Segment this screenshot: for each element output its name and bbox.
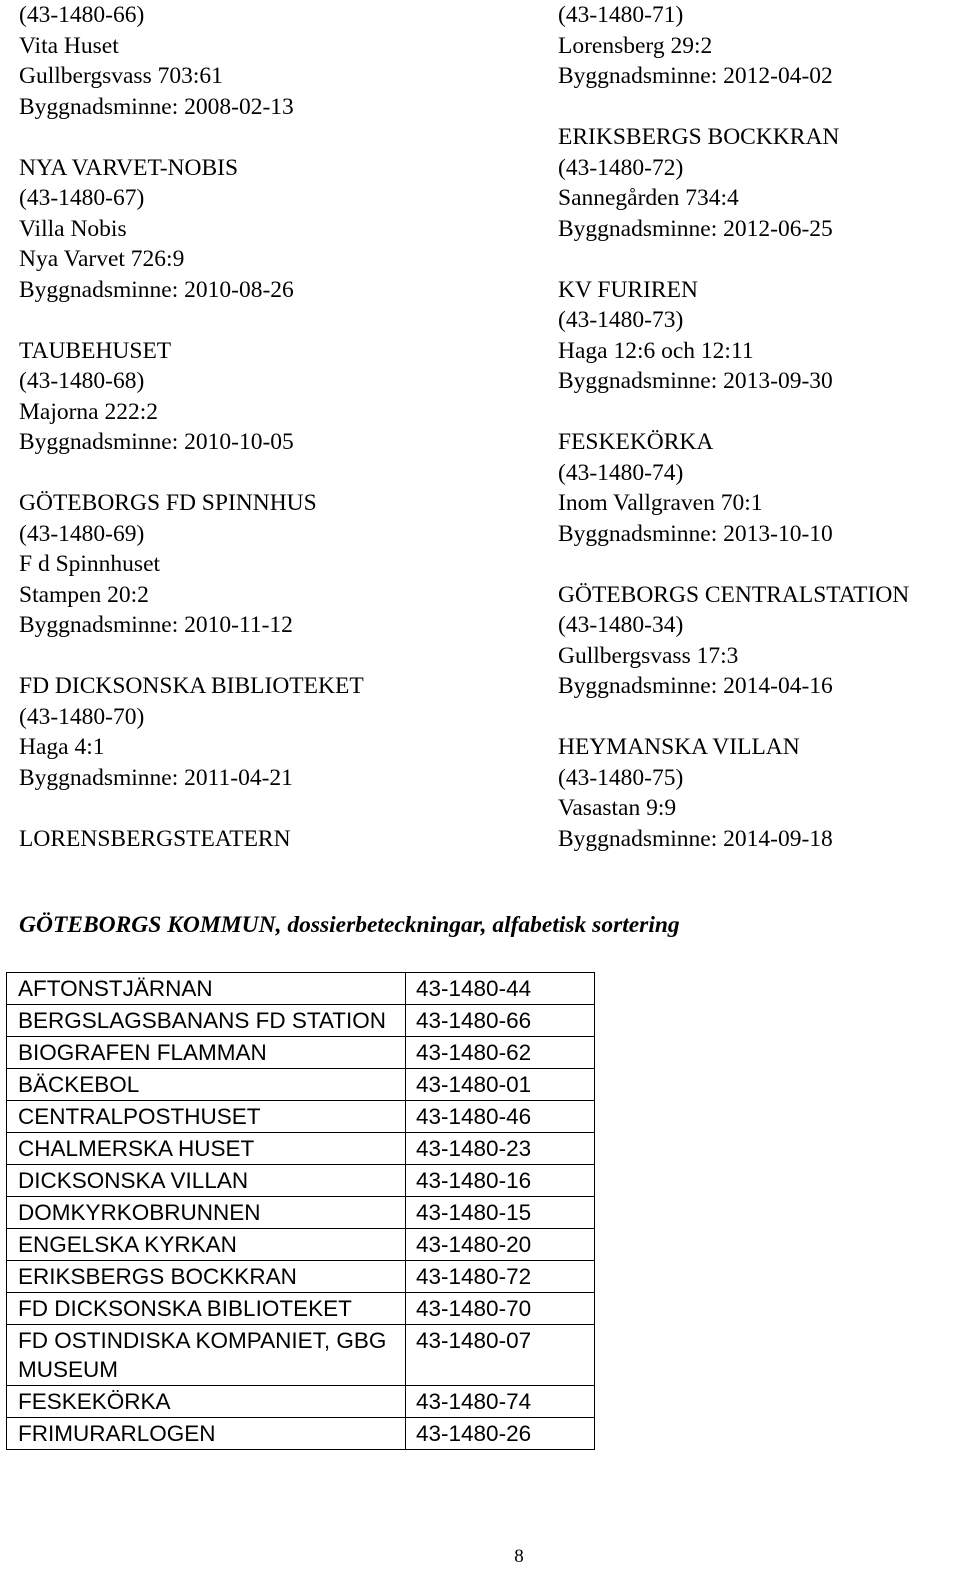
entry-line: Stampen 20:2 [19, 581, 149, 608]
entry-line: Byggnadsminne: 2008-02-13 [19, 93, 294, 120]
entry-line: Byggnadsminne: 2010-10-05 [19, 429, 294, 455]
dossier-code-cell: 43-1480-72 [406, 1261, 595, 1293]
dossier-code-cell: 43-1480-70 [406, 1293, 595, 1325]
entry-line: Majorna 222:2 [19, 398, 159, 425]
monument-name-cell: FRIMURARLOGEN [7, 1418, 406, 1450]
monument-entry [558, 580, 958, 702]
entry-line: Vita Huset [19, 32, 119, 59]
monument-name-cell: FESKEKÖRKA [7, 1386, 406, 1418]
entry-line: Villa Nobis [19, 215, 127, 242]
monument-entry [19, 0, 539, 122]
monument-name-cell: AFTONSTJÄRNAN [7, 973, 406, 1005]
monument-name-cell: FD OSTINDISKA KOMPANIET, GBG MUSEUM [7, 1325, 406, 1386]
table-row [7, 1418, 595, 1450]
entry-spacer [19, 793, 539, 824]
entry-line: (43-1480-67) [19, 185, 145, 211]
table-row [7, 1005, 595, 1037]
entry-spacer [19, 458, 539, 489]
right-column [558, 0, 958, 854]
entry-line: ERIKSBERGS BOCKKRAN [558, 124, 840, 150]
entry-line: Byggnadsminne: 2011-04-21 [19, 764, 293, 791]
table-row [7, 1197, 595, 1229]
dossier-code-cell: 43-1480-20 [406, 1229, 595, 1261]
monument-name-cell: CHALMERSKA HUSET [7, 1133, 406, 1165]
monument-entry [558, 732, 958, 854]
dossier-table [6, 972, 595, 1450]
entry-line: TAUBEHUSET [19, 337, 172, 364]
left-column [19, 0, 539, 854]
entry-line: (43-1480-72) [558, 154, 684, 181]
entry-spacer [19, 122, 539, 153]
entry-spacer [558, 92, 958, 123]
entry-spacer [558, 244, 958, 275]
entry-line: F d Spinnhuset [19, 551, 161, 577]
entry-line: FD DICKSONSKA BIBLIOTEKET [19, 673, 364, 699]
entry-line: (43-1480-34) [558, 612, 684, 638]
entry-line: (43-1480-74) [558, 459, 684, 486]
entry-line: NYA VARVET-NOBIS [19, 154, 239, 181]
monument-name-cell: CENTRALPOSTHUSET [7, 1101, 406, 1133]
entry-line: Byggnadsminne: 2014-09-18 [558, 825, 833, 852]
table-row [7, 1261, 595, 1293]
entry-line: Haga 4:1 [19, 734, 105, 760]
table-row [7, 1165, 595, 1197]
monument-name-cell: DICKSONSKA VILLAN [7, 1165, 406, 1197]
entry-line: Haga 12:6 och 12:11 [558, 337, 754, 364]
table-row [7, 1069, 595, 1101]
monument-entry [19, 336, 539, 458]
entry-line: Byggnadsminne: 2010-08-26 [19, 276, 294, 303]
entry-line: (43-1480-66) [19, 2, 145, 28]
monument-name-cell: ERIKSBERGS BOCKKRAN [7, 1261, 406, 1293]
entry-line: HEYMANSKA VILLAN [558, 734, 800, 760]
monument-name-cell: DOMKYRKOBRUNNEN [7, 1197, 406, 1229]
entry-spacer [19, 305, 539, 336]
entry-line: KV FURIREN [558, 276, 698, 303]
entry-line: (43-1480-70) [19, 703, 145, 730]
table-row [7, 1386, 595, 1418]
entry-line: Byggnadsminne: 2012-04-02 [558, 63, 833, 89]
entry-line: Byggnadsminne: 2010-11-12 [19, 612, 293, 638]
entry-line: Sannegården 734:4 [558, 185, 739, 211]
dossier-code-cell: 43-1480-23 [406, 1133, 595, 1165]
dossier-code-cell: 43-1480-15 [406, 1197, 595, 1229]
dossier-code-cell: 43-1480-46 [406, 1101, 595, 1133]
entry-line: Byggnadsminne: 2012-06-25 [558, 215, 833, 242]
section-heading: GÖTEBORGS KOMMUN, dossierbeteckningar, alfabetisk sortering [19, 912, 680, 938]
entry-line: Nya Varvet 726:9 [19, 246, 185, 272]
monument-name-cell: BERGSLAGSBANANS FD STATION [7, 1005, 406, 1037]
dossier-code-cell: 43-1480-01 [406, 1069, 595, 1101]
dossier-code-cell: 43-1480-62 [406, 1037, 595, 1069]
monument-entry [558, 122, 958, 244]
dossier-code-cell: 43-1480-16 [406, 1165, 595, 1197]
monument-name-cell: BÄCKEBOL [7, 1069, 406, 1101]
table-row [7, 1229, 595, 1261]
dossier-code-cell: 43-1480-07 [406, 1325, 595, 1386]
entry-line: FESKEKÖRKA [558, 429, 714, 455]
entry-line: Gullbergsvass 703:61 [19, 63, 223, 89]
table-row [7, 1293, 595, 1325]
table-row [7, 1325, 595, 1386]
entry-line: (43-1480-73) [558, 307, 684, 333]
entry-line: Byggnadsminne: 2014-04-16 [558, 673, 833, 699]
monument-name-cell: BIOGRAFEN FLAMMAN [7, 1037, 406, 1069]
entry-line: LORENSBERGSTEATERN [19, 825, 291, 852]
dossier-code-cell: 43-1480-66 [406, 1005, 595, 1037]
monument-name-cell: FD DICKSONSKA BIBLIOTEKET [7, 1293, 406, 1325]
entry-line: (43-1480-68) [19, 368, 145, 394]
entry-spacer [558, 397, 958, 428]
table-row [7, 1037, 595, 1069]
monument-entry [19, 671, 539, 793]
page-number: 8 [514, 1546, 524, 1567]
entry-line: Gullbergsvass 17:3 [558, 642, 739, 669]
monument-entry [558, 427, 958, 549]
table-row [7, 973, 595, 1005]
entry-line: (43-1480-75) [558, 764, 684, 791]
entry-line: GÖTEBORGS CENTRALSTATION [558, 581, 910, 608]
dossier-code-cell: 43-1480-44 [406, 973, 595, 1005]
monument-entry [558, 0, 958, 92]
entry-line: Byggnadsminne: 2013-10-10 [558, 520, 833, 547]
entry-line: (43-1480-71) [558, 2, 684, 28]
entry-line: (43-1480-69) [19, 520, 145, 547]
dossier-code-cell: 43-1480-26 [406, 1418, 595, 1450]
monument-name-cell: ENGELSKA KYRKAN [7, 1229, 406, 1261]
table-row [7, 1101, 595, 1133]
monument-entry [558, 275, 958, 397]
entry-line: Inom Vallgraven 70:1 [558, 490, 763, 516]
monument-entry [19, 153, 539, 306]
entry-line: Byggnadsminne: 2013-09-30 [558, 368, 833, 394]
entry-spacer [19, 641, 539, 672]
dossier-table-body [7, 973, 595, 1450]
entry-line: Vasastan 9:9 [558, 795, 677, 821]
entry-spacer [558, 702, 958, 733]
dossier-code-cell: 43-1480-74 [406, 1386, 595, 1418]
entry-line: GÖTEBORGS FD SPINNHUS [19, 490, 317, 516]
entry-line: Lorensberg 29:2 [558, 32, 713, 59]
entry-spacer [558, 549, 958, 580]
monument-entry [19, 488, 539, 641]
monument-entry [19, 824, 539, 855]
table-row [7, 1133, 595, 1165]
